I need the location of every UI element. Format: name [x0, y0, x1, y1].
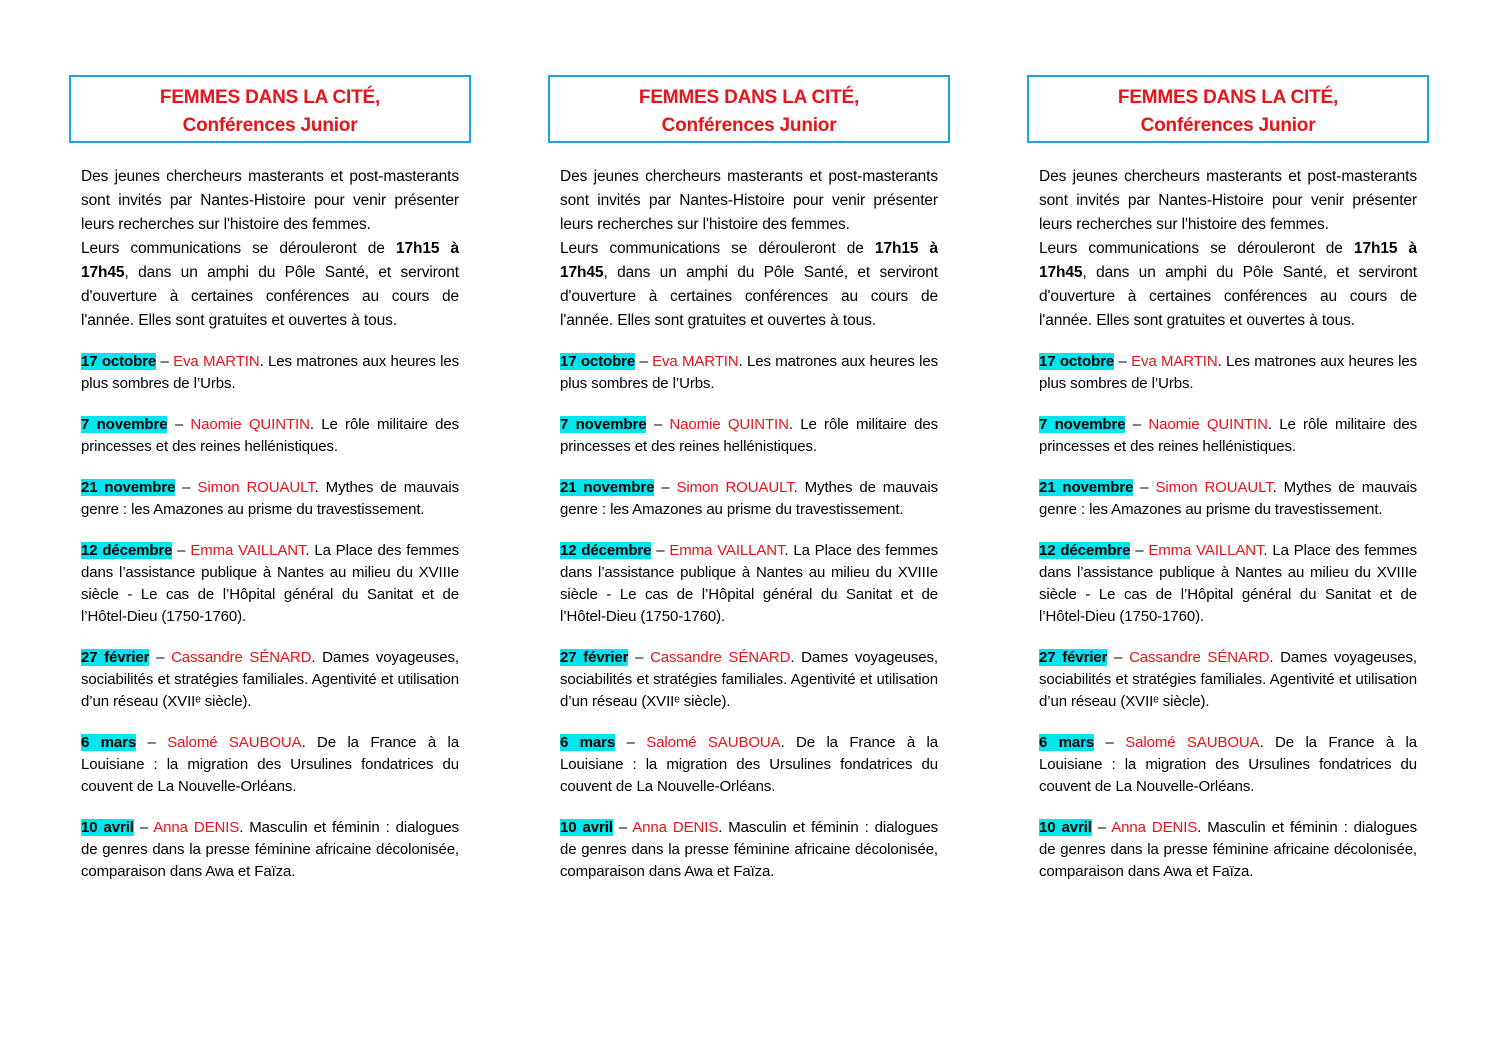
event-topic: . La Place des femmes dans l’assistance publique à Nantes au milieu du XVIIIe siècle - Le cas de l’Hôpital général du Sanitat et de l’Hôtel-Dieu (1750-1760). — [81, 542, 459, 625]
event-speaker: Emma VAILLANT — [669, 542, 785, 559]
event-date: 12 décembre — [81, 542, 173, 559]
event-topic: . Dames voyageuses, sociabilités et stratégies familiales. Agentivité et utilisation d’un réseau (XVIIᵉ siècle). — [560, 649, 938, 710]
event-item — [560, 351, 938, 395]
intro-paragraph-1: Des jeunes chercheurs masterants et post-masterants sont invités par Nantes-Histoire pour venir présenter leurs recherches sur l'histoire des femmes. — [560, 168, 938, 233]
event-topic: . Les matrones aux heures les plus sombres de l’Urbs. — [1039, 353, 1417, 392]
event-date: 10 avril — [1039, 819, 1092, 836]
event-date: 17 octobre — [81, 353, 157, 370]
title-line-1: FEMMES DANS LA CITÉ, — [159, 87, 381, 108]
event-topic: . Masculin et féminin : dialogues de genres dans la presse féminine africaine décolonisée, comparaison dans Awa et Faïza. — [1039, 819, 1417, 880]
event-item — [1039, 477, 1417, 521]
event-dash: – — [149, 649, 172, 666]
event-topic: . Les matrones aux heures les plus sombres de l’Urbs. — [81, 353, 459, 392]
event-speaker: Salomé SAUBOUA — [167, 734, 302, 751]
event-dash: – — [615, 734, 647, 751]
event-list — [560, 351, 938, 883]
intro-paragraph-1: Des jeunes chercheurs masterants et post-masterants sont invités par Nantes-Histoire pour venir présenter leurs recherches sur l'histoire des femmes. — [1039, 168, 1417, 233]
event-date: 7 novembre — [1039, 416, 1126, 433]
event-dash: – — [1094, 734, 1126, 751]
event-speaker: Cassandre SÉNARD — [650, 649, 791, 666]
event-item — [560, 477, 938, 521]
event-speaker: Emma VAILLANT — [1148, 542, 1264, 559]
intro-paragraph-2 — [560, 237, 938, 333]
title-box — [69, 75, 471, 143]
event-date: 21 novembre — [560, 479, 655, 496]
event-item — [81, 817, 459, 883]
event-list — [81, 351, 459, 883]
intro-text-after-time: , dans un amphi du Pôle Santé, et serviront d'ouverture à certaines conférences au cours de l'année. Elles sont gratuites et ouvertes à tous. — [1039, 264, 1417, 329]
event-topic: . Les matrones aux heures les plus sombres de l’Urbs. — [560, 353, 938, 392]
event-dash: – — [654, 479, 677, 496]
intro-paragraph-1: Des jeunes chercheurs masterants et post-masterants sont invités par Nantes-Histoire pour venir présenter leurs recherches sur l'histoire des femmes. — [81, 168, 459, 233]
title-box — [1027, 75, 1429, 143]
intro-text-before-time: Leurs communications se dérouleront de — [1039, 240, 1354, 257]
event-item — [560, 732, 938, 798]
event-dash: – — [1133, 479, 1156, 496]
event-date: 21 novembre — [81, 479, 176, 496]
event-speaker: Anna DENIS — [632, 819, 719, 836]
event-list — [1039, 351, 1417, 883]
event-item — [1039, 647, 1417, 713]
event-item — [81, 647, 459, 713]
flyer-column — [69, 75, 471, 883]
event-item — [1039, 540, 1417, 628]
event-speaker: Naomie QUINTIN — [669, 416, 789, 433]
event-item — [81, 732, 459, 798]
event-topic: . Dames voyageuses, sociabilités et stratégies familiales. Agentivité et utilisation d’un réseau (XVIIᵉ siècle). — [81, 649, 459, 710]
event-topic: . La Place des femmes dans l’assistance publique à Nantes au milieu du XVIIIe siècle - Le cas de l’Hôpital général du Sanitat et de l’Hôtel-Dieu (1750-1760). — [1039, 542, 1417, 625]
event-dash: – — [133, 819, 154, 836]
event-dash: – — [175, 479, 198, 496]
event-dash: – — [1091, 819, 1112, 836]
intro-time: 17h15 à 17h45 — [81, 240, 459, 281]
event-dash: – — [136, 734, 168, 751]
event-dash: – — [612, 819, 633, 836]
event-topic: . Le rôle militaire des princesses et des reines hellénistiques. — [1039, 416, 1418, 455]
event-topic: . Mythes de mauvais genre : les Amazones au prisme du travestissement. — [81, 479, 459, 518]
event-item — [81, 351, 459, 395]
event-dash: – — [1130, 542, 1149, 559]
event-dash: – — [172, 542, 191, 559]
event-topic: . Mythes de mauvais genre : les Amazones au prisme du travestissement. — [1039, 479, 1417, 518]
event-topic: . Le rôle militaire des princesses et des reines hellénistiques. — [560, 416, 939, 455]
event-topic: . Dames voyageuses, sociabilités et stratégies familiales. Agentivité et utilisation d’un réseau (XVIIᵉ siècle). — [1039, 649, 1417, 710]
intro-time: 17h15 à 17h45 — [1039, 240, 1417, 281]
title-line-1: FEMMES DANS LA CITÉ, — [1117, 87, 1339, 108]
event-speaker: Eva MARTIN — [173, 353, 260, 370]
event-date: 27 février — [1039, 649, 1108, 666]
flyer-column — [548, 75, 950, 883]
intro-paragraph-2 — [1039, 237, 1417, 333]
event-dash: – — [1114, 353, 1132, 370]
title-line-2: Conférences Junior — [1140, 115, 1316, 136]
event-item — [1039, 351, 1417, 395]
event-topic: . Masculin et féminin : dialogues de genres dans la presse féminine africaine décolonisée, comparaison dans Awa et Faïza. — [560, 819, 938, 880]
event-dash: – — [1107, 649, 1130, 666]
event-date: 17 octobre — [1039, 353, 1115, 370]
event-item — [560, 817, 938, 883]
event-speaker: Naomie QUINTIN — [1148, 416, 1268, 433]
event-date: 6 mars — [81, 734, 137, 751]
event-topic: . De la France à la Louisiane : la migration des Ursulines fondatrices du couvent de La Nouvelle-Orléans. — [1039, 734, 1417, 795]
intro-text — [81, 165, 459, 333]
intro-text-before-time: Leurs communications se dérouleront de — [81, 240, 396, 257]
event-speaker: Eva MARTIN — [1131, 353, 1218, 370]
event-speaker: Cassandre SÉNARD — [171, 649, 312, 666]
event-speaker: Simon ROUAULT — [197, 479, 315, 496]
intro-text — [560, 165, 938, 333]
event-speaker: Anna DENIS — [153, 819, 240, 836]
event-dash: – — [1125, 416, 1149, 433]
event-item — [81, 477, 459, 521]
event-speaker: Naomie QUINTIN — [190, 416, 310, 433]
event-item — [1039, 414, 1417, 458]
event-topic: . De la France à la Louisiane : la migration des Ursulines fondatrices du couvent de La Nouvelle-Orléans. — [81, 734, 459, 795]
event-topic: . De la France à la Louisiane : la migration des Ursulines fondatrices du couvent de La Nouvelle-Orléans. — [560, 734, 938, 795]
event-date: 7 novembre — [560, 416, 647, 433]
intro-time: 17h15 à 17h45 — [560, 240, 938, 281]
event-speaker: Simon ROUAULT — [1155, 479, 1273, 496]
event-speaker: Simon ROUAULT — [676, 479, 794, 496]
intro-text-after-time: , dans un amphi du Pôle Santé, et serviront d'ouverture à certaines conférences au cours de l'année. Elles sont gratuites et ouvertes à tous. — [81, 264, 459, 329]
event-speaker: Cassandre SÉNARD — [1129, 649, 1270, 666]
event-item — [1039, 817, 1417, 883]
event-date: 6 mars — [1039, 734, 1095, 751]
intro-text-after-time: , dans un amphi du Pôle Santé, et serviront d'ouverture à certaines conférences au cours de l'année. Elles sont gratuites et ouvertes à tous. — [560, 264, 938, 329]
event-topic: . Mythes de mauvais genre : les Amazones au prisme du travestissement. — [560, 479, 938, 518]
event-dash: – — [156, 353, 174, 370]
event-date: 12 décembre — [560, 542, 652, 559]
event-date: 17 octobre — [560, 353, 636, 370]
event-speaker: Eva MARTIN — [652, 353, 739, 370]
event-speaker: Anna DENIS — [1111, 819, 1198, 836]
event-item — [560, 540, 938, 628]
event-speaker: Salomé SAUBOUA — [646, 734, 781, 751]
title-line-2: Conférences Junior — [661, 115, 837, 136]
event-item — [560, 414, 938, 458]
event-date: 27 février — [560, 649, 629, 666]
event-date: 27 février — [81, 649, 150, 666]
event-date: 6 mars — [560, 734, 616, 751]
event-dash: – — [628, 649, 651, 666]
event-dash: – — [651, 542, 670, 559]
event-topic: . La Place des femmes dans l’assistance publique à Nantes au milieu du XVIIIe siècle - Le cas de l’Hôpital général du Sanitat et de l’Hôtel-Dieu (1750-1760). — [560, 542, 938, 625]
intro-text — [1039, 165, 1417, 333]
event-speaker: Emma VAILLANT — [190, 542, 306, 559]
event-item — [1039, 732, 1417, 798]
event-dash: – — [167, 416, 191, 433]
event-topic: . Masculin et féminin : dialogues de genres dans la presse féminine africaine décolonisée, comparaison dans Awa et Faïza. — [81, 819, 459, 880]
event-date: 12 décembre — [1039, 542, 1131, 559]
intro-text-before-time: Leurs communications se dérouleront de — [560, 240, 875, 257]
intro-paragraph-2 — [81, 237, 459, 333]
event-item — [81, 414, 459, 458]
title-line-2: Conférences Junior — [182, 115, 358, 136]
event-dash: – — [646, 416, 670, 433]
title-box — [548, 75, 950, 143]
event-date: 21 novembre — [1039, 479, 1134, 496]
event-dash: – — [635, 353, 653, 370]
event-date: 10 avril — [560, 819, 613, 836]
event-item — [560, 647, 938, 713]
event-date: 7 novembre — [81, 416, 168, 433]
title-line-1: FEMMES DANS LA CITÉ, — [638, 87, 860, 108]
flyer-column — [1027, 75, 1429, 883]
event-item — [81, 540, 459, 628]
event-speaker: Salomé SAUBOUA — [1125, 734, 1260, 751]
event-topic: . Le rôle militaire des princesses et des reines hellénistiques. — [81, 416, 460, 455]
event-date: 10 avril — [81, 819, 134, 836]
